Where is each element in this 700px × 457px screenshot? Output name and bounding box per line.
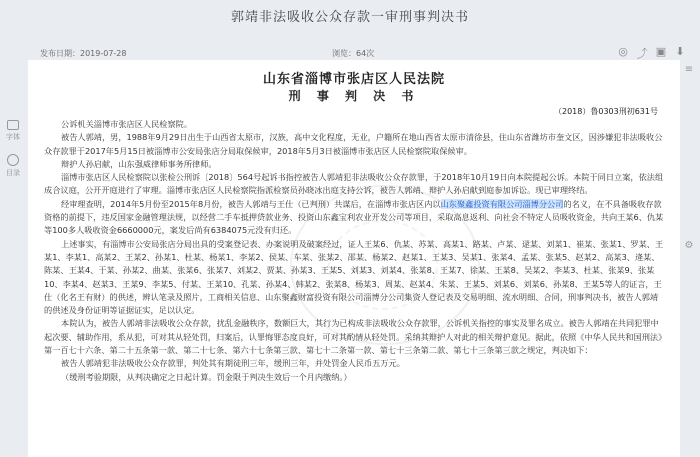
publish-date: 发布日期：2019-07-28	[40, 49, 127, 58]
highlighted-company: 山东聚鑫投资有限公司淄博分公司	[440, 198, 564, 209]
share-icon[interactable]: ⤴	[636, 47, 648, 60]
right-toolbar	[678, 0, 700, 457]
print-icon[interactable]: ▣	[655, 45, 667, 58]
document-page	[28, 60, 680, 457]
font-size-tool[interactable]	[2, 120, 24, 142]
list-icon[interactable]: ≡	[684, 64, 694, 75]
paragraph-evidence: 上述事实，有淄博市公安局张店分局出具的受案登记表、办案说明及破案经过，证人王某6、仇某、苏某、高某1、路某、卢某、逯某、刘某1、崔某、张某1、罗某、王某1、李某1、高某2、王某2、孙某1、杜某、杨某1、李某2、侯某、车某、张某2、邵某、杨某2、赵某1、王某3、吴某1、张某4、孟某、张某5、赵某2、高某3、逄某、陈某、王某4、于某、孙某2、曲某、张某6、张某7、刘某2、贾某、孙某3、王某5、刘某3、刘某4、张某8、王某7、徐某、王某8、吴某2、李某3、杜某、张某9、张某10、李某4、赵某3、王某9、李某5、付某、王某10、孔某、孙某4、韩某2、张某8、杨某3、周某、赵某4、朱某、王某5、刘某6、刘某6、孙某8、王某5等人的证言，王仕（化名王有财）的供述，辨认笔录及照片，工商相关信息、山东聚鑫财富投资有限公司淄博分公司集资人登记表及交易明细、流水明细、合同，刑事判决书，被告人郭靖的供述及身份证明等证据证实，足以认定。	[44, 238, 664, 316]
download-icon[interactable]: ⬇	[675, 45, 685, 58]
paragraph-procedure: 淄博市张店区人民检察院以张检公刑诉〔2018〕564号起诉书指控被告人郭靖犯非法吸收公众存款罪，于2018年10月19日向本院提起公诉。本院于同日立案，依法组成合议庭，公开开庭进行了审理。淄博市张店区人民检察院指派检察员孙晓冰出庭支持公诉，被告人郭靖、辩护人孙启献到庭参加诉讼。现已审理终结。	[44, 172, 664, 196]
paragraph-defendant: 被告人郭靖，男，1988年9月29日出生于山西省太原市，汉族，高中文化程度，无业，户籍所在地山西省太原市清徐县，住山东省潍坊市奎文区，因涉嫌犯非法吸收公众存款罪于2017年5月15日被淄博市公安局张店分局取保候审，2018年5月3日被淄博市张店区人民检察院取保候审。	[44, 132, 663, 156]
court-name: 山东省淄博市张店区人民法院	[262, 72, 445, 87]
document-type: 刑 事 判 决 书	[288, 89, 420, 103]
paragraph-facts	[44, 198, 664, 238]
font-size-icon	[7, 120, 19, 130]
catalog-tool[interactable]	[2, 154, 24, 178]
paragraph-defender: 辩护人孙启献，山东强威律师事务所律师。	[61, 158, 217, 169]
paragraph-prosecutor: 公诉机关淄博市张店区人民检察院。	[61, 119, 193, 129]
judgment-body	[44, 118, 664, 384]
case-number: （2018）鲁0303刑初631号	[554, 107, 658, 116]
meta-actions	[617, 45, 686, 61]
catalog-icon	[7, 154, 19, 166]
facts-rest: 的名义，在不具备吸收存款资格的前提下，违反国家金融管理法规，以经营二手车抵押贷款业务、投资山东鑫宝利农业开发公司等项目，采取高息返利、向社会不特定人员吸收资金，共向王某6、仇某等100多人吸收资金6660000元，案发后尚有6384075元没有归还。	[44, 198, 664, 236]
font-size-label: 字体	[6, 133, 20, 141]
view-count: 浏览：64次	[332, 49, 375, 58]
paragraph-reasoning: 本院认为，被告人郭靖非法吸收公众存款，扰乱金融秩序，数额巨大，其行为已构成非法吸收公众存款罪，公诉机关指控的事实及罪名成立。被告人郭靖在共同犯罪中起次要、辅助作用，系从犯，可对其从轻处罚，归案后，认罪悔罪态度良好，可对其酌情从轻处罚。采纳其辩护人对此的相关辩护意见。据此，依照《中华人民共和国刑法》第一百七十六条、第二十五条第一款、第二十七条、第六十七条第三款、第七十二条第一款、第七十三条第二款、第七十三条第三款之规定，判决如下：	[44, 318, 663, 356]
catalog-label: 目录	[6, 169, 20, 177]
facts-lead: 经审理查明，2014年5月份至2015年8月份，被告人郭靖与王仕（已判刑）共谋后，在淄博市张店区内以	[61, 198, 441, 209]
settings-icon[interactable]: ⚙	[684, 240, 694, 251]
paragraph-verdict: 被告人郭靖犯非法吸收公众存款罪，判处其有期徒刑三年，缓刑三年，并处罚金人民币五万元。	[61, 358, 405, 369]
page-title: 郭靖非法吸收公众存款一审刑事判决书	[230, 10, 469, 25]
meta-bar	[0, 44, 700, 60]
paragraph-probation-note: （缓刑考验期限，从判决确定之日起计算。罚金限于判决生效后一个月内缴纳。）	[61, 371, 352, 382]
wechat-share-icon[interactable]: ◎	[618, 45, 628, 58]
left-toolbar	[2, 120, 24, 190]
